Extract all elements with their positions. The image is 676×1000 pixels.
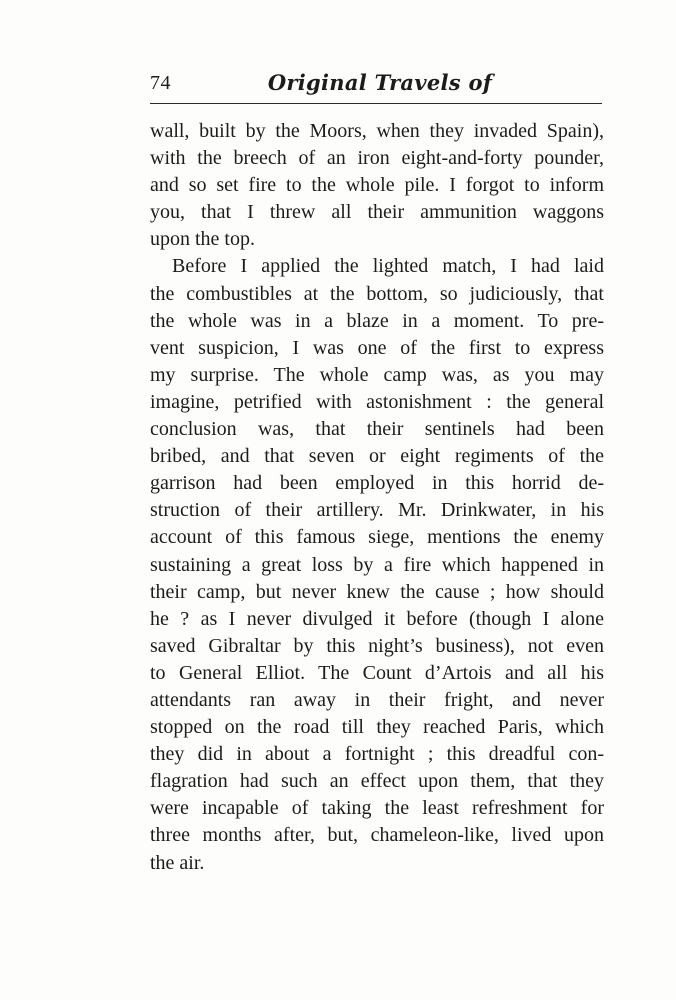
text-line: the whole was in a blaze in a moment. To pre- xyxy=(150,309,604,332)
text-line: to General Elliot. The Count d’Artois and all his xyxy=(150,661,604,684)
page-number: 74 xyxy=(150,72,171,94)
text-line: they did in about a fortnight ; this dreadful con- xyxy=(150,743,604,766)
text-line: bribed, and that seven or eight regiments of the xyxy=(150,445,604,468)
text-line: the combustibles at the bottom, so judiciously, that xyxy=(150,282,604,305)
text-line: sustaining a great loss by a fire which happened in xyxy=(150,553,604,576)
text-line: account of this famous siege, mentions the enemy xyxy=(150,526,604,549)
text-line: conclusion was, that their sentinels had been xyxy=(150,418,604,441)
text-line: were incapable of taking the least refreshment for xyxy=(150,797,604,820)
text-line: flagration had such an effect upon them, that they xyxy=(150,770,604,793)
text-line: imagine, petrified with astonishment : the general xyxy=(150,390,604,413)
text-line: he ? as I never divulged it before (though I alone xyxy=(150,607,604,630)
text-line: saved Gibraltar by this night’s business), not even xyxy=(150,634,604,657)
text-line: you, that I threw all their ammunition waggons xyxy=(150,201,604,224)
text-line: three months after, but, chameleon-like, lived upon xyxy=(150,824,604,847)
text-line: the air. xyxy=(150,851,205,874)
text-line: wall, built by the Moors, when they invaded Spain), xyxy=(150,120,604,142)
text-line: garrison had been employed in this horrid de- xyxy=(150,472,604,495)
text-line: their camp, but never knew the cause ; how should xyxy=(150,580,604,603)
text-line: stopped on the road till they reached Paris, which xyxy=(150,716,604,739)
paragraph-start-line: Before I applied the lighted match, I had laid xyxy=(172,255,604,278)
text-line: my surprise. The whole camp was, as you may xyxy=(150,363,604,386)
page-header xyxy=(150,70,600,100)
text-line: vent suspicion, I was one of the first to express xyxy=(150,336,604,359)
body-text xyxy=(150,118,604,877)
header-rule xyxy=(150,103,602,104)
text-line: attendants ran away in their fright, and never xyxy=(150,688,604,711)
text-line: and so set fire to the whole pile. I forgot to inform xyxy=(150,174,604,197)
text-line: upon the top. xyxy=(150,228,255,251)
text-line: with the breech of an iron eight-and-forty pounder, xyxy=(150,147,604,170)
text-line: struction of their artillery. Mr. Drinkwater, in his xyxy=(150,499,604,522)
running-title: Original Travels of xyxy=(267,70,493,95)
